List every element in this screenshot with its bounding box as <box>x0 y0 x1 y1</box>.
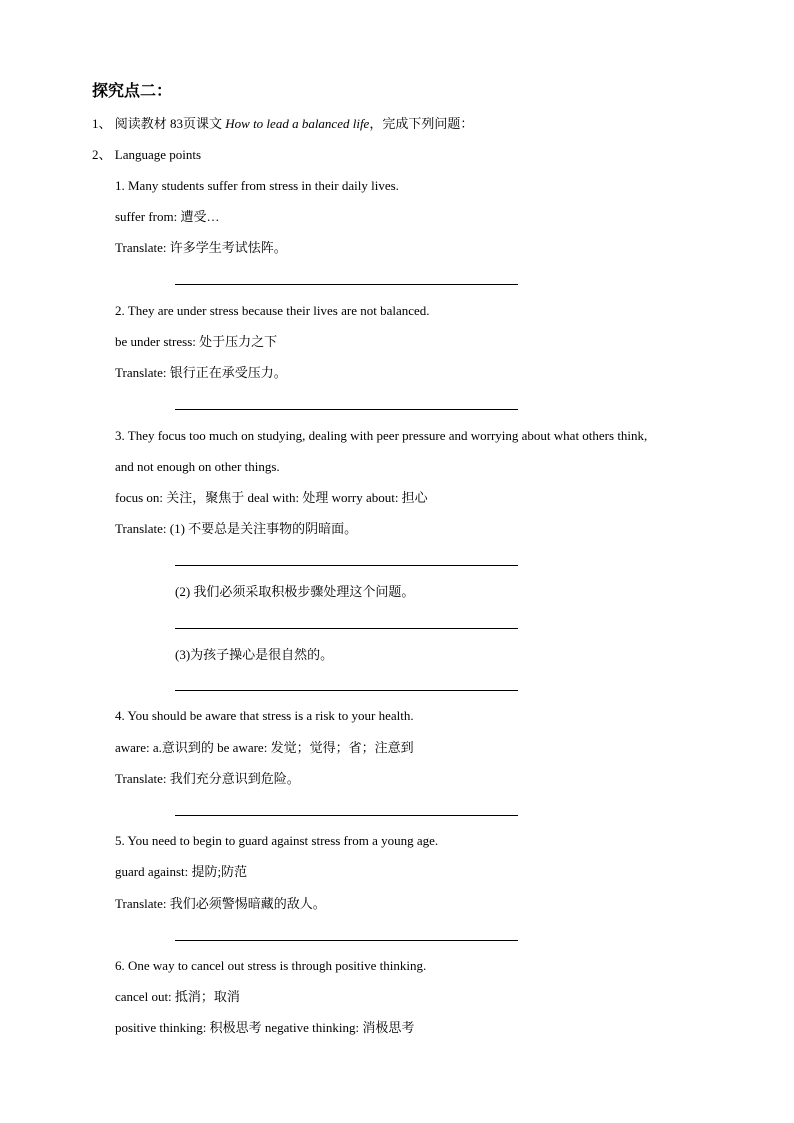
point-4-translate: Translate: 我们充分意识到危险。 <box>115 771 300 786</box>
point-3-translate-1: Translate: (1) 不要总是关注事物的阴暗面。 <box>115 521 358 536</box>
point-4-sentence: 4. You should be aware that stress is a risk to your health. <box>115 708 414 723</box>
point-3-sentence-line2: and not enough on other things. <box>115 459 280 474</box>
point-6-phrase-2: positive thinking: 积极思考 negative thinking: 消极思考 <box>115 1020 415 1035</box>
answer-blank[interactable] <box>175 628 518 629</box>
answer-blank[interactable] <box>175 284 518 285</box>
point-3-translate-2: (2) 我们必须采取积极步骤处理这个问题。 <box>175 584 415 599</box>
answer-blank[interactable] <box>175 565 518 566</box>
point-3-sentence-line1: 3. They focus too much on studying, dealing with peer pressure and worrying about what others think, <box>115 428 648 443</box>
item-1-suffix: ，完成下列问题： <box>369 116 474 131</box>
point-6-phrase-1: cancel out: 抵消；取消 <box>115 989 240 1004</box>
point-5-translate: Translate: 我们必须警惕暗藏的敌人。 <box>115 896 326 911</box>
answer-blank[interactable] <box>175 409 518 410</box>
item-1-text-title: How to lead a balanced life <box>225 116 370 131</box>
answer-blank[interactable] <box>175 690 518 691</box>
point-3-translate-3: (3)为孩子操心是很自然的。 <box>175 647 334 662</box>
point-1-phrase: suffer from: 遭受… <box>115 209 220 224</box>
item-1-prefix: 1、 阅读教材 83页课文 <box>92 116 226 131</box>
point-3-phrase: focus on: 关注，聚焦于 deal with: 处理 worry about: 担心 <box>115 490 428 505</box>
point-6-sentence: 6. One way to cancel out stress is through positive thinking. <box>115 958 427 973</box>
answer-blank[interactable] <box>175 815 518 816</box>
point-1-translate: Translate: 许多学生考试怯阵。 <box>115 240 287 255</box>
item-1 <box>92 116 473 132</box>
answer-blank[interactable] <box>175 940 518 941</box>
point-2-translate: Translate: 银行正在承受压力。 <box>115 365 287 380</box>
point-4-phrase: aware: a.意识到的 be aware: 发觉；觉得；省；注意到 <box>115 740 414 755</box>
item-2: 2、 Language points <box>92 147 202 162</box>
point-2-sentence: 2. They are under stress because their lives are not balanced. <box>115 303 430 318</box>
point-2-phrase: be under stress: 处于压力之下 <box>115 334 278 349</box>
point-5-phrase: guard against: 提防;防范 <box>115 864 248 879</box>
point-1-sentence: 1. Many students suffer from stress in their daily lives. <box>115 178 399 193</box>
section-heading: 探究点二： <box>92 83 173 100</box>
point-5-sentence: 5. You need to begin to guard against stress from a young age. <box>115 833 439 848</box>
